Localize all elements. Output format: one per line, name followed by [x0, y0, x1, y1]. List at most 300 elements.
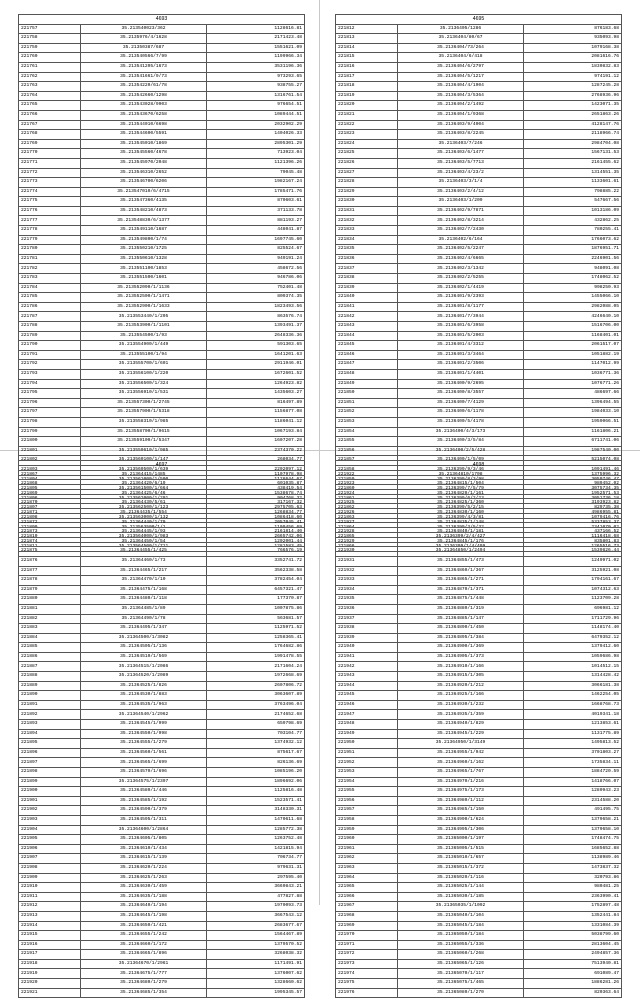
table-row — [19, 187, 305, 197]
value-cell: 1123709.28 — [524, 595, 622, 605]
row-id-cell: 221972 — [336, 950, 398, 960]
coordinate-cell: 35.2136400/5/4178 — [398, 417, 524, 427]
row-id-cell: 221816 — [336, 62, 398, 72]
row-id-cell: 221954 — [336, 777, 398, 787]
table-row — [19, 787, 305, 797]
row-id-cell: 221864 — [336, 523, 398, 533]
value-cell: 2171423.48 — [207, 34, 305, 44]
coordinate-cell: 35.21364980/1/112 — [398, 796, 524, 806]
row-id-cell: 221904 — [19, 825, 81, 835]
value-cell: 268034.77 — [207, 456, 305, 466]
row-id-cell: 221882 — [19, 614, 81, 624]
coordinate-cell: 35.213562000/1/291 — [81, 494, 207, 504]
table-row — [19, 120, 305, 130]
table-row — [336, 988, 622, 998]
page-title: 4697 — [19, 461, 305, 471]
value-cell: 752401.48 — [207, 283, 305, 293]
row-id-cell: 221964 — [336, 873, 398, 883]
value-cell: 2174652.68 — [207, 710, 305, 720]
row-id-cell: 221921 — [19, 988, 81, 998]
row-id-cell: 221963 — [336, 863, 398, 873]
row-id-cell: 221906 — [19, 844, 81, 854]
value-cell: 1735834.11 — [524, 758, 622, 768]
coordinate-cell: 35.2136403/7/246 — [398, 139, 524, 149]
coordinate-cell: 35.21364940/1/829 — [398, 720, 524, 730]
table-row — [19, 825, 305, 835]
value-cell: 989452.02 — [524, 480, 622, 490]
table-row — [19, 854, 305, 864]
row-id-cell: 221774 — [19, 187, 81, 197]
value-cell: 5215074.08 — [524, 456, 622, 466]
coordinate-cell: 35.213556100/1/220 — [81, 369, 207, 379]
value-cell: 1970093.73 — [207, 902, 305, 912]
coordinate-cell: 35.21364645/1/198 — [81, 911, 207, 921]
coordinate-cell: 35.21364585/1/192 — [81, 796, 207, 806]
coordinate-cell: 35.213563000/1/132 — [81, 513, 207, 523]
coordinate-cell: 35.21364850/1/2494 — [398, 547, 524, 557]
table-row — [336, 274, 622, 284]
coordinate-cell: 35.213557900/1/5318 — [81, 408, 207, 418]
row-id-cell: 221920 — [19, 979, 81, 989]
coordinate-cell: 35.2136401/9/2393 — [398, 293, 524, 303]
coordinate-cell: 35.21364820/1/161 — [398, 489, 524, 499]
value-cell: 1213853.61 — [524, 720, 622, 730]
row-id-cell: 221905 — [19, 835, 81, 845]
coordinate-cell: 35.2136402/4/6665 — [398, 254, 524, 264]
row-id-cell: 221824 — [336, 139, 398, 149]
value-cell: 948091.08 — [524, 264, 622, 274]
value-cell: 1641201.63 — [207, 350, 305, 360]
row-id-cell: 221894 — [19, 729, 81, 739]
row-id-cell: 221907 — [19, 854, 81, 864]
value-cell: 1516706.00 — [524, 322, 622, 332]
coordinate-cell: 35.21365005/1/515 — [398, 844, 524, 854]
table-row — [19, 149, 305, 159]
value-cell: 1421815.94 — [207, 844, 305, 854]
row-id-cell: 221903 — [19, 815, 81, 825]
coordinate-cell: 35.213551100/1853 — [81, 264, 207, 274]
table-row — [19, 283, 305, 293]
value-cell: 2975705.63 — [207, 504, 305, 514]
row-id-cell: 221841 — [336, 302, 398, 312]
coordinate-cell: 35.2136403/5/7713 — [398, 158, 524, 168]
table-row — [336, 537, 622, 547]
row-id-cell: 221930 — [336, 547, 398, 557]
coordinate-cell: 35.2136404/3/5364 — [398, 91, 524, 101]
table-row — [336, 576, 622, 586]
value-cell: 1455066.10 — [524, 293, 622, 303]
row-id-cell: 221785 — [19, 293, 81, 303]
value-cell: 4986955.81 — [524, 508, 622, 518]
table-row — [19, 604, 305, 614]
table-row — [19, 988, 305, 998]
table-row — [336, 959, 622, 969]
coordinate-cell: 35.213541205/1673 — [81, 62, 207, 72]
value-cell: 1991478.55 — [207, 652, 305, 662]
row-id-cell: 221840 — [336, 293, 398, 303]
value-cell: 3063607.89 — [207, 691, 305, 701]
table-row — [336, 72, 622, 82]
coordinate-cell: 35.213563500/1/1 — [81, 523, 207, 533]
row-id-cell: 221948 — [336, 720, 398, 730]
row-id-cell: 221772 — [19, 168, 81, 178]
value-cell: 691089.47 — [524, 969, 622, 979]
row-id-cell: 221940 — [336, 643, 398, 653]
value-cell: 976654.51 — [207, 101, 305, 111]
coordinate-cell: 35.213546700/6206 — [81, 178, 207, 188]
coordinate-cell: 35.21364985/1/150 — [398, 806, 524, 816]
coordinate-cell: 35.213545970/2048 — [81, 158, 207, 168]
table-row — [336, 854, 622, 864]
value-cell: 2911946.01 — [207, 360, 305, 370]
value-cell: 2202097.12 — [207, 465, 305, 475]
value-cell: 1161806.21 — [524, 427, 622, 437]
value-cell: 2374370.22 — [207, 446, 305, 456]
table-row — [19, 931, 305, 941]
table-row — [336, 624, 622, 634]
value-cell: 1089444.51 — [207, 110, 305, 120]
value-cell: 825524.67 — [207, 245, 305, 255]
table-row — [19, 959, 305, 969]
coordinate-cell: 35.213552900/1/1633 — [81, 302, 207, 312]
table-row — [19, 379, 305, 389]
table-row — [19, 508, 305, 518]
row-id-cell: 221908 — [19, 863, 81, 873]
data-table — [335, 460, 622, 998]
coordinate-cell: 35.21365045/1/184 — [398, 921, 524, 931]
coordinate-cell: 35.21364550/1/998 — [81, 729, 207, 739]
row-id-cell: 221764 — [19, 91, 81, 101]
table-row — [19, 53, 305, 63]
coordinate-cell: 35.2136400/2/5/428 — [398, 446, 524, 456]
row-id-cell: 221928 — [336, 528, 398, 538]
coordinate-cell: 35.213556500/1/324 — [81, 379, 207, 389]
row-id-cell: 221786 — [19, 302, 81, 312]
table-row — [19, 110, 305, 120]
coordinate-cell: 35.2136404/80/67 — [398, 34, 524, 44]
value-cell: 1830832.83 — [524, 62, 622, 72]
table-row — [19, 139, 305, 149]
table-row — [336, 681, 622, 691]
value-cell: 780255.41 — [524, 226, 622, 236]
value-cell: 946786.06 — [207, 274, 305, 284]
row-id-cell: 221797 — [19, 408, 81, 418]
table-row — [336, 312, 622, 322]
table-row — [19, 796, 305, 806]
row-id-cell: 221765 — [19, 101, 81, 111]
table-row — [19, 768, 305, 778]
coordinate-cell: 35.21354220/61/78 — [81, 82, 207, 92]
table-row — [336, 758, 622, 768]
table-row — [336, 825, 622, 835]
row-id-cell: 221762 — [19, 72, 81, 82]
coordinate-cell: 35.21364485/1/89 — [81, 604, 207, 614]
table-row — [336, 283, 622, 293]
table-row — [19, 566, 305, 576]
coordinate-cell: 35.21364505/1/136 — [81, 643, 207, 653]
coordinate-cell: 35.2136403/8/2245 — [398, 130, 524, 140]
coordinate-cell: 35.21364565/1/699 — [81, 758, 207, 768]
table-row — [336, 883, 622, 893]
table-row — [19, 547, 305, 557]
value-cell: 79045.48 — [207, 168, 305, 178]
row-id-cell: 221927 — [336, 518, 398, 528]
row-id-cell: 221790 — [19, 341, 81, 351]
coordinate-cell: 35.21364515/1/2086 — [81, 662, 207, 672]
row-id-cell: 221812 — [336, 24, 398, 34]
table-row — [19, 168, 305, 178]
coordinate-cell: 35.213545010/1869 — [81, 139, 207, 149]
value-cell: 1281583.45 — [207, 542, 305, 552]
row-id-cell: 221891 — [19, 700, 81, 710]
value-cell: 1672601.52 — [207, 369, 305, 379]
row-id-cell: 221887 — [19, 662, 81, 672]
row-id-cell: 221934 — [336, 585, 398, 595]
row-id-cell: 221773 — [19, 178, 81, 188]
row-id-cell: 221976 — [336, 988, 398, 998]
value-cell: 1379412.60 — [524, 643, 622, 653]
row-id-cell: 221942 — [336, 662, 398, 672]
coordinate-cell: 35.2136401/8/1177 — [398, 302, 524, 312]
table-row — [336, 245, 622, 255]
table-row — [336, 768, 622, 778]
table-row — [336, 446, 622, 456]
row-id-cell: 221835 — [336, 245, 398, 255]
coordinate-cell: 35.21364840/1/181 — [398, 528, 524, 538]
value-cell: 1131775.89 — [524, 729, 622, 739]
value-cell: 1263752.48 — [207, 835, 305, 845]
coordinate-cell: 35.2136402/8/3214 — [398, 216, 524, 226]
coordinate-cell: 35.2136404/6/418 — [398, 53, 524, 63]
coordinate-cell: 35.213564500/1/711 — [81, 542, 207, 552]
table-row — [19, 815, 305, 825]
row-id-cell: 221850 — [336, 389, 398, 399]
table-row — [336, 700, 622, 710]
coordinate-cell: 35.2136403/1/209 — [398, 197, 524, 207]
value-cell: 980481.25 — [524, 883, 622, 893]
row-id-cell: 221829 — [336, 187, 398, 197]
coordinate-cell: 35.213555700/1/601 — [81, 360, 207, 370]
coordinate-cell: 35.213544010/6698 — [81, 120, 207, 130]
row-id-cell: 221793 — [19, 369, 81, 379]
coordinate-cell: 35.213548210/4873 — [81, 206, 207, 216]
row-id-cell: 221971 — [336, 940, 398, 950]
row-id-cell: 221852 — [336, 408, 398, 418]
row-id-cell: 221966 — [336, 892, 398, 902]
table-row — [19, 158, 305, 168]
coordinate-cell: 35.21364860/1/367 — [398, 566, 524, 576]
coordinate-cell: 35.2136403/6/1477 — [398, 149, 524, 159]
value-cell: 1109456.69 — [207, 523, 305, 533]
table-row — [19, 624, 305, 634]
value-cell: 1764682.86 — [207, 643, 305, 653]
row-id-cell: 221800 — [19, 437, 81, 447]
coordinate-cell: 35.21364510/1/569 — [81, 652, 207, 662]
row-id-cell: 221857 — [336, 456, 398, 466]
value-cell: 2494857.36 — [524, 950, 622, 960]
value-cell: 1156877.08 — [207, 408, 305, 418]
coordinate-cell: 35.21364430/5/61 — [81, 499, 207, 509]
value-cell: 1668768.73 — [524, 700, 622, 710]
row-id-cell: 221845 — [336, 341, 398, 351]
coordinate-cell: 35.21364420/6/19 — [81, 480, 207, 490]
value-cell: 547667.56 — [524, 197, 622, 207]
row-id-cell: 221787 — [19, 312, 81, 322]
coordinate-cell: 35.2136401/5/2003 — [398, 331, 524, 341]
row-id-cell: 221768 — [19, 130, 81, 140]
row-id-cell: 221767 — [19, 120, 81, 130]
coordinate-cell: 35.21365015/1/372 — [398, 863, 524, 873]
page-panel — [18, 460, 304, 998]
row-id-cell: 221875 — [19, 547, 81, 557]
value-cell: 809374.35 — [207, 293, 305, 303]
row-id-cell: 221962 — [336, 854, 398, 864]
row-id-cell: 221889 — [19, 681, 81, 691]
table-row — [336, 437, 622, 447]
coordinate-cell: 35.2136403/3/1/4 — [398, 178, 524, 188]
value-cell: 1316761.54 — [207, 91, 305, 101]
data-table — [18, 460, 305, 998]
row-id-cell: 221791 — [19, 350, 81, 360]
coordinate-cell: 35.21364415/1485 — [81, 470, 207, 480]
table-row — [19, 437, 305, 447]
row-id-cell: 221936 — [336, 604, 398, 614]
table-row — [19, 331, 305, 341]
coordinate-cell: 35.21364910/1/166 — [398, 662, 524, 672]
value-cell: 591303.65 — [207, 341, 305, 351]
table-row — [336, 417, 622, 427]
row-id-cell: 221924 — [336, 489, 398, 499]
table-row — [19, 101, 305, 111]
row-id-cell: 221763 — [19, 82, 81, 92]
value-cell: 1268834.77 — [207, 508, 305, 518]
row-id-cell: 221880 — [19, 595, 81, 605]
row-id-cell: 221879 — [19, 585, 81, 595]
table-row — [19, 91, 305, 101]
coordinate-cell: 35.21364815/1/504 — [398, 480, 524, 490]
table-row — [336, 595, 622, 605]
value-cell: 2081616.76 — [524, 53, 622, 63]
coordinate-cell: 35.2136400/6/1178 — [398, 408, 524, 418]
row-id-cell: 221775 — [19, 197, 81, 207]
coordinate-cell: 35.213549800/1/74 — [81, 235, 207, 245]
value-cell: 1982167.24 — [207, 178, 305, 188]
table-row — [19, 43, 305, 53]
row-id-cell: 221946 — [336, 700, 398, 710]
value-cell: 1079416.76 — [524, 513, 622, 523]
value-cell: 1404026.33 — [207, 130, 305, 140]
row-id-cell: 221778 — [19, 226, 81, 236]
row-id-cell: 221861 — [336, 494, 398, 504]
row-id-cell: 221968 — [336, 911, 398, 921]
coordinate-cell: 35.21364885/1/147 — [398, 614, 524, 624]
value-cell: 1952571.53 — [524, 489, 622, 499]
coordinate-cell: 35.2136404/73/264 — [398, 43, 524, 53]
row-id-cell: 221782 — [19, 264, 81, 274]
row-id-cell: 221784 — [19, 283, 81, 293]
table-row — [19, 700, 305, 710]
value-cell: 1074312.63 — [524, 585, 622, 595]
coordinate-cell: 35.21364615/1/139 — [81, 854, 207, 864]
value-cell: 998250.93 — [524, 283, 622, 293]
row-id-cell: 221974 — [336, 969, 398, 979]
coordinate-cell: 35.21364990/1/624 — [398, 815, 524, 825]
table-row — [19, 350, 305, 360]
row-id-cell: 221847 — [336, 360, 398, 370]
table-row — [19, 950, 305, 960]
coordinate-cell: 35.21364495/1/347 — [81, 624, 207, 634]
coordinate-cell: 35.21364450/1/54 — [81, 537, 207, 547]
coordinate-cell: 35.21364950/1/3149 — [398, 739, 524, 749]
value-cell: 437166.52 — [524, 528, 622, 538]
table-row — [336, 43, 622, 53]
table-row — [336, 139, 622, 149]
coordinate-cell: 35.213561500/1/664 — [81, 485, 207, 495]
value-cell: 2813604.45 — [524, 940, 622, 950]
coordinate-cell: 35.21364975/1/173 — [398, 787, 524, 797]
value-cell: 371133.78 — [207, 206, 305, 216]
table-row — [19, 758, 305, 768]
coordinate-cell: 35.21365030/1/185 — [398, 892, 524, 902]
value-cell: 1564467.89 — [207, 931, 305, 941]
coordinate-cell: 35.21364995/1/306 — [398, 825, 524, 835]
coordinate-cell: 35.213560100/1/147 — [81, 456, 207, 466]
coordinate-cell: 35.21350387/687 — [81, 43, 207, 53]
value-cell: 2895301.29 — [207, 139, 305, 149]
table-row — [336, 53, 622, 63]
row-id-cell: 221839 — [336, 283, 398, 293]
table-row — [336, 398, 622, 408]
row-id-cell: 221959 — [336, 825, 398, 835]
coordinate-cell: 35.2136399/7/5/79 — [398, 485, 524, 495]
value-cell: 1539826.44 — [524, 547, 622, 557]
coordinate-cell: 35.2136400/7/4129 — [398, 398, 524, 408]
row-id-cell: 221830 — [336, 197, 398, 207]
value-cell: 1171491.91 — [207, 959, 305, 969]
value-cell: 3660843.21 — [207, 883, 305, 893]
table-row — [336, 187, 622, 197]
coordinate-cell: 35.21364600/1/2864 — [81, 825, 207, 835]
table-row — [336, 585, 622, 595]
table-row — [19, 360, 305, 370]
coordinate-cell: 35.21364920/1/212 — [398, 681, 524, 691]
coordinate-cell: 35.2136403/9/4004 — [398, 120, 524, 130]
row-id-cell: 221939 — [336, 633, 398, 643]
value-cell: 4019341.18 — [524, 710, 622, 720]
coordinate-cell: 35.21364835/1/148 — [398, 518, 524, 528]
table-row — [19, 322, 305, 332]
table-row — [19, 902, 305, 912]
coordinate-cell: 35.2136399/9/3/46 — [398, 465, 524, 475]
coordinate-cell: 35.213549110/1687 — [81, 226, 207, 236]
row-id-cell: 221798 — [19, 417, 81, 427]
coordinate-cell: 35.2136402/6/164 — [398, 235, 524, 245]
coordinate-cell: 35.21365065/1/126 — [398, 959, 524, 969]
row-id-cell: 221890 — [19, 691, 81, 701]
table-row — [336, 369, 622, 379]
row-id-cell: 221776 — [19, 206, 81, 216]
coordinate-cell: 35.213559100/1/5347 — [81, 437, 207, 447]
coordinate-cell: 35.21364660/1/172 — [81, 940, 207, 950]
row-id-cell: 221810 — [19, 533, 81, 543]
value-cell: 904768.32 — [207, 494, 305, 504]
row-id-cell: 221872 — [19, 518, 81, 528]
value-cell: 6711741.06 — [524, 437, 622, 447]
value-cell: 881193.27 — [207, 216, 305, 226]
row-id-cell: 221813 — [336, 34, 398, 44]
value-cell: 1264923.82 — [207, 379, 305, 389]
coordinate-cell: 35.213552500/1/1471 — [81, 293, 207, 303]
